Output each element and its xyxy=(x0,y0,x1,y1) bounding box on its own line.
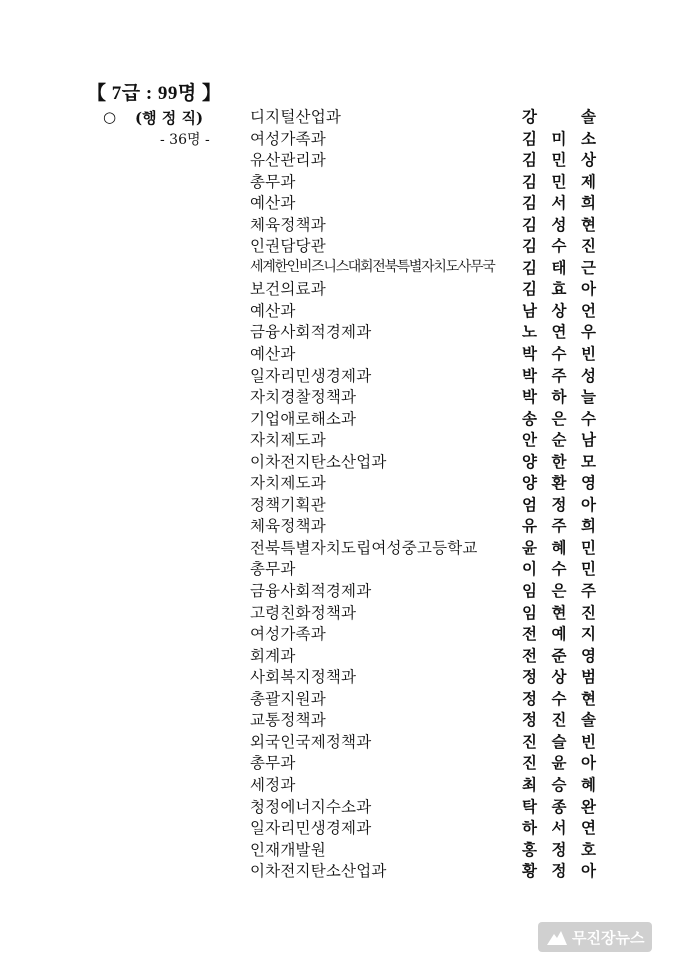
list-item xyxy=(0,255,680,277)
person-name xyxy=(522,536,596,558)
person-name xyxy=(522,859,596,881)
person-name xyxy=(522,687,596,709)
name-char: 상 xyxy=(581,150,596,170)
name-char: 준 xyxy=(551,645,567,665)
appointment-list xyxy=(0,104,680,880)
department-name: 총괄지원과 xyxy=(250,689,326,708)
name-char: 근 xyxy=(581,257,596,277)
department-name: 체육정책과 xyxy=(250,517,326,536)
list-item xyxy=(0,664,680,686)
list-item xyxy=(0,600,680,622)
person-name xyxy=(522,751,596,773)
department-name: 이차전지탄소산업과 xyxy=(250,862,387,881)
name-char: 수 xyxy=(551,344,567,364)
name-char: 순 xyxy=(551,430,567,450)
list-item xyxy=(0,772,680,794)
list-item xyxy=(0,169,680,191)
department-name: 일자리민생경제과 xyxy=(250,366,372,385)
list-item xyxy=(0,212,680,234)
name-char: 희 xyxy=(581,193,596,213)
name-char: 영 xyxy=(581,645,596,665)
department-name: 금융사회적경제과 xyxy=(250,582,372,601)
name-char: 엄 xyxy=(522,494,537,514)
department-name: 총무과 xyxy=(250,172,296,191)
department-name: 고령친화정책과 xyxy=(250,603,357,622)
name-char: 김 xyxy=(522,128,537,148)
name-char: 민 xyxy=(581,559,596,579)
list-item xyxy=(0,233,680,255)
person-name xyxy=(522,450,596,472)
name-char: 전 xyxy=(522,645,537,665)
person-name xyxy=(522,170,596,192)
name-char: 서 xyxy=(551,193,567,213)
name-char: 임 xyxy=(522,602,537,622)
department-name: 외국인국제정책과 xyxy=(250,732,372,751)
list-item xyxy=(0,578,680,600)
name-char: 아 xyxy=(581,279,596,299)
department-name: 자치제도과 xyxy=(250,431,326,450)
department-name: 보건의료과 xyxy=(250,280,326,299)
name-char: 주 xyxy=(551,365,567,385)
name-char: 상 xyxy=(551,667,567,687)
name-char: 호 xyxy=(581,839,596,859)
person-name xyxy=(522,385,596,407)
grade-heading: 【 7급 : 99명 】 xyxy=(87,83,222,104)
list-item xyxy=(0,427,680,449)
person-name xyxy=(522,407,596,429)
name-char: 김 xyxy=(522,193,537,213)
person-name xyxy=(522,795,596,817)
name-char: 하 xyxy=(551,387,567,407)
name-char: 혜 xyxy=(551,537,567,557)
name-char: 희 xyxy=(581,516,596,536)
person-name xyxy=(522,579,596,601)
person-name xyxy=(522,493,596,515)
department-name: 정책기획관 xyxy=(250,495,326,514)
name-char: 진 xyxy=(581,236,596,256)
name-char: 늘 xyxy=(581,387,596,407)
name-char: 미 xyxy=(551,128,567,148)
name-char: 전 xyxy=(522,624,537,644)
name-char: 진 xyxy=(581,602,596,622)
person-name xyxy=(522,148,596,170)
name-char: 김 xyxy=(522,171,537,191)
name-char: 강 xyxy=(522,107,537,126)
name-char: 슬 xyxy=(551,731,567,751)
person-name xyxy=(522,514,596,536)
name-char: 민 xyxy=(581,537,596,557)
person-name xyxy=(522,708,596,730)
list-item xyxy=(0,147,680,169)
name-char: 수 xyxy=(551,236,567,256)
name-char: 김 xyxy=(522,279,537,299)
list-item xyxy=(0,643,680,665)
department-name: 기업애로해소과 xyxy=(250,409,357,428)
name-char: 안 xyxy=(522,430,537,450)
person-name xyxy=(522,105,596,127)
list-item xyxy=(0,190,680,212)
name-char: 혜 xyxy=(581,774,596,794)
name-char: 솔 xyxy=(581,710,596,730)
person-name xyxy=(522,428,596,450)
name-char: 임 xyxy=(522,581,537,601)
list-item xyxy=(0,707,680,729)
name-char: 은 xyxy=(551,408,567,428)
department-name: 여성가족과 xyxy=(250,129,326,148)
list-item xyxy=(0,363,680,385)
list-item xyxy=(0,104,680,126)
name-char: 환 xyxy=(551,473,567,493)
department-name: 회계과 xyxy=(250,646,296,665)
name-char: 연 xyxy=(581,818,596,838)
name-char: 태 xyxy=(551,257,567,277)
department-name: 인권담당관 xyxy=(250,237,326,256)
person-name xyxy=(522,773,596,795)
department-name: 유산관리과 xyxy=(250,151,326,170)
name-char: 예 xyxy=(551,624,567,644)
name-char: 언 xyxy=(581,300,596,320)
name-char: 최 xyxy=(522,774,537,794)
list-item xyxy=(0,815,680,837)
list-item xyxy=(0,837,680,859)
name-char: 완 xyxy=(581,796,596,816)
name-char: 모 xyxy=(581,451,596,471)
list-item xyxy=(0,621,680,643)
list-item xyxy=(0,858,680,880)
name-char: 현 xyxy=(551,602,567,622)
person-name xyxy=(522,601,596,623)
watermark-text: 무진장뉴스 xyxy=(572,928,645,947)
list-item xyxy=(0,794,680,816)
list-item xyxy=(0,449,680,471)
name-char: 윤 xyxy=(551,753,567,773)
name-char: 유 xyxy=(522,516,537,536)
name-char: 수 xyxy=(581,408,596,428)
name-char: 수 xyxy=(551,559,567,579)
list-item xyxy=(0,276,680,298)
department-name: 전북특별자치도립여성중고등학교 xyxy=(250,538,478,557)
name-char: 범 xyxy=(581,667,596,687)
list-item xyxy=(0,319,680,341)
name-char: 민 xyxy=(551,171,567,191)
name-char: 윤 xyxy=(522,537,537,557)
department-name: 예산과 xyxy=(250,301,296,320)
person-name xyxy=(522,622,596,644)
name-char: 정 xyxy=(551,494,567,514)
name-char: 박 xyxy=(522,344,537,364)
name-char: 승 xyxy=(551,774,567,794)
person-name xyxy=(522,644,596,666)
name-char: 박 xyxy=(522,365,537,385)
person-name xyxy=(522,320,596,342)
name-char: 송 xyxy=(522,408,537,428)
department-name: 총무과 xyxy=(250,560,296,579)
person-name xyxy=(522,234,596,256)
name-char: 황 xyxy=(522,861,537,881)
person-name xyxy=(522,730,596,752)
person-name xyxy=(522,471,596,493)
name-char: 종 xyxy=(551,796,567,816)
name-char: 진 xyxy=(522,731,537,751)
list-item xyxy=(0,686,680,708)
name-char: 민 xyxy=(551,150,567,170)
category-count: - 36명 - xyxy=(160,132,210,148)
name-char: 수 xyxy=(551,688,567,708)
name-char: 하 xyxy=(522,818,537,838)
name-char: 양 xyxy=(522,451,537,471)
name-char: 이 xyxy=(522,559,537,579)
name-char: 솔 xyxy=(581,107,596,126)
name-char: 은 xyxy=(551,581,567,601)
name-char: 정 xyxy=(522,688,537,708)
name-char: 상 xyxy=(551,300,567,320)
department-name: 이차전지탄소산업과 xyxy=(250,452,387,471)
department-name: 청정에너지수소과 xyxy=(250,797,372,816)
name-char: 영 xyxy=(581,473,596,493)
name-char: 빈 xyxy=(581,344,596,364)
list-item xyxy=(0,513,680,535)
department-name: 세계한인비즈니스대회전북특별자치도사무국 xyxy=(250,258,495,275)
name-char: 현 xyxy=(581,688,596,708)
department-name: 체육정책과 xyxy=(250,215,326,234)
name-char: 김 xyxy=(522,214,537,234)
person-name xyxy=(522,213,596,235)
name-char: 박 xyxy=(522,387,537,407)
name-char: 제 xyxy=(581,171,596,191)
list-item xyxy=(0,341,680,363)
person-name xyxy=(522,191,596,213)
department-name: 여성가족과 xyxy=(250,625,326,644)
name-char: 성 xyxy=(551,214,567,234)
name-char: 양 xyxy=(522,473,537,493)
list-item xyxy=(0,535,680,557)
name-char: 정 xyxy=(522,667,537,687)
name-char: 주 xyxy=(551,516,567,536)
watermark-logo xyxy=(538,922,652,952)
person-name xyxy=(522,838,596,860)
category-label: (행 정 직) xyxy=(135,109,204,127)
name-char: 아 xyxy=(581,494,596,514)
department-name: 예산과 xyxy=(250,194,296,213)
mountain-icon xyxy=(546,928,568,946)
list-item xyxy=(0,298,680,320)
person-name xyxy=(522,816,596,838)
person-name xyxy=(522,277,596,299)
name-char: 홍 xyxy=(522,839,537,859)
department-name: 금융사회적경제과 xyxy=(250,323,372,342)
department-name: 교통정책과 xyxy=(250,711,326,730)
name-char: 진 xyxy=(522,753,537,773)
list-item xyxy=(0,126,680,148)
department-name: 자치경찰정책과 xyxy=(250,388,357,407)
department-name: 인재개발원 xyxy=(250,840,326,859)
department-name: 예산과 xyxy=(250,345,296,364)
department-name: 총무과 xyxy=(250,754,296,773)
name-char: 연 xyxy=(551,322,567,342)
category-bullet: ○ xyxy=(103,108,117,126)
name-char: 남 xyxy=(581,430,596,450)
name-char: 김 xyxy=(522,257,537,277)
person-name xyxy=(522,557,596,579)
name-char: 우 xyxy=(581,322,596,342)
name-char: 남 xyxy=(522,300,537,320)
person-name xyxy=(522,256,596,278)
name-char: 정 xyxy=(551,861,567,881)
list-item xyxy=(0,384,680,406)
department-name: 세정과 xyxy=(250,775,296,794)
name-char: 지 xyxy=(581,624,596,644)
name-char: 소 xyxy=(581,128,596,148)
department-name: 사회복지정책과 xyxy=(250,668,357,687)
person-name xyxy=(522,299,596,321)
name-char: 정 xyxy=(522,710,537,730)
department-name: 자치제도과 xyxy=(250,474,326,493)
name-char: 서 xyxy=(551,818,567,838)
name-char: 탁 xyxy=(522,796,537,816)
name-char: 성 xyxy=(581,365,596,385)
department-name: 일자리민생경제과 xyxy=(250,819,372,838)
name-char: 아 xyxy=(581,861,596,881)
name-char: 진 xyxy=(551,710,567,730)
name-char: 정 xyxy=(551,839,567,859)
name-char: 한 xyxy=(551,451,567,471)
list-item xyxy=(0,406,680,428)
name-char: 효 xyxy=(551,279,567,299)
name-char: 아 xyxy=(581,753,596,773)
name-char: 김 xyxy=(522,150,537,170)
name-char: 노 xyxy=(522,322,537,342)
list-item xyxy=(0,556,680,578)
list-item xyxy=(0,750,680,772)
list-item xyxy=(0,729,680,751)
list-item xyxy=(0,470,680,492)
person-name xyxy=(522,127,596,149)
list-item xyxy=(0,492,680,514)
person-name xyxy=(522,342,596,364)
person-name xyxy=(522,364,596,386)
person-name xyxy=(522,665,596,687)
name-char: 현 xyxy=(581,214,596,234)
name-char: 주 xyxy=(581,581,596,601)
department-name: 디지털산업과 xyxy=(250,108,342,126)
name-char: 김 xyxy=(522,236,537,256)
name-char: 빈 xyxy=(581,731,596,751)
